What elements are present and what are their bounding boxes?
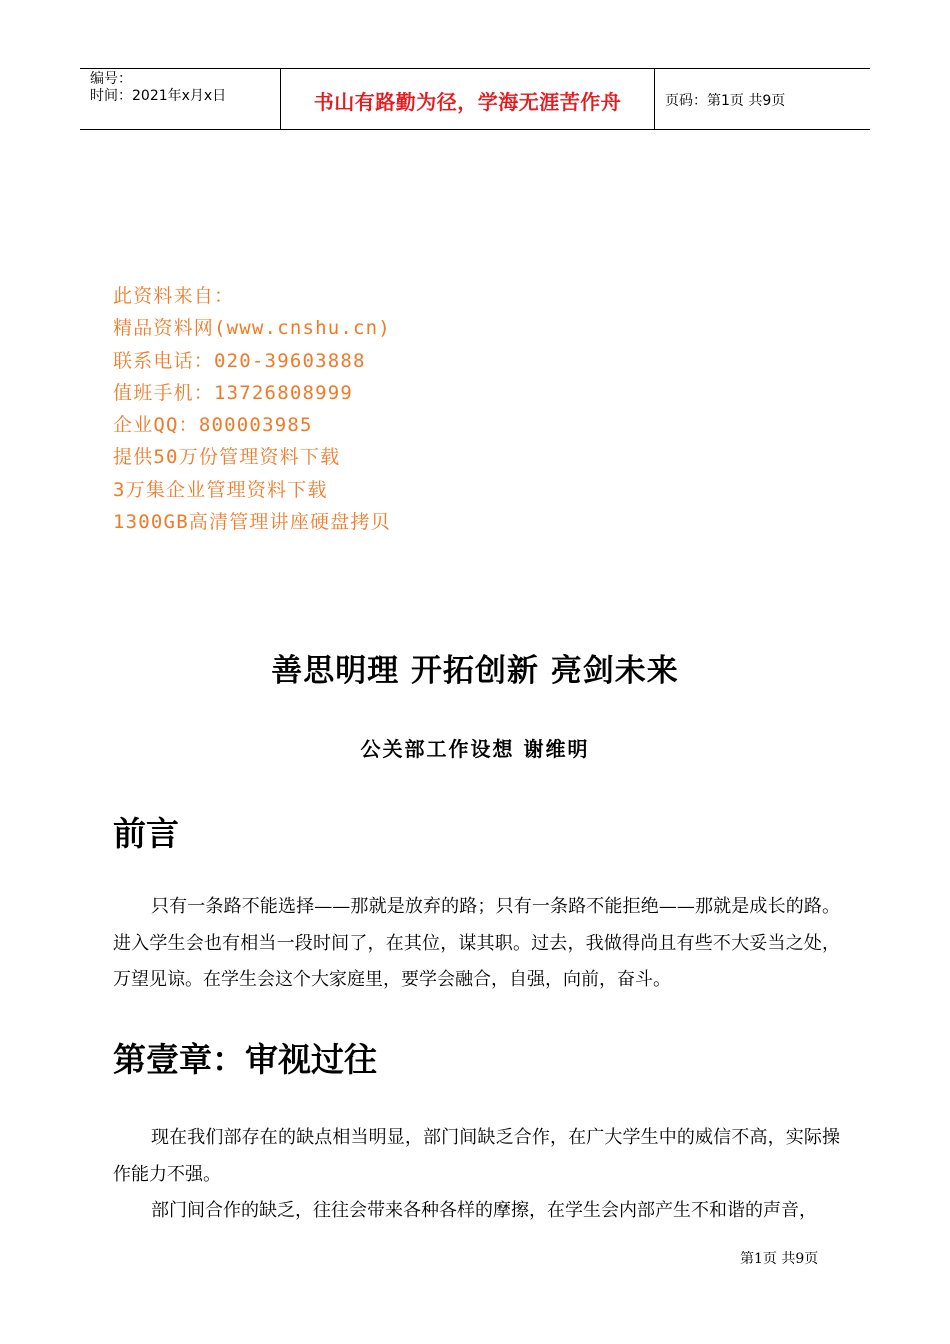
section-heading-preface: 前言 <box>113 814 179 853</box>
page-header <box>80 68 870 130</box>
source-line: 提供50万份管理资料下载 <box>113 446 341 469</box>
chapter-1-paragraph-2: 部门间合作的缺乏，往往会带来各种各样的摩擦，在学生会内部产生不和谐的声音， <box>151 1200 817 1221</box>
document-title: 善思明理 开拓创新 亮剑未来 <box>271 653 679 689</box>
source-info-block <box>113 280 391 538</box>
source-line: 1300GB高清管理讲座硬盘拷贝 <box>113 511 391 534</box>
header-motto: 书山有路勤为径，学海无涯苦作舟 <box>313 90 622 114</box>
section-heading-chapter-1: 第壹章：审视过往 <box>113 1040 377 1079</box>
header-page-info: 页码：第1页 共9页 <box>665 93 786 109</box>
chapter-1-paragraph-1: 现在我们部存在的缺点相当明显，部门间缺乏合作，在广大学生中的威信不高，实际操作能力不强。 <box>113 1127 840 1185</box>
header-motto-cell <box>281 69 655 129</box>
source-line: 3万集企业管理资料下载 <box>113 478 328 501</box>
document-number-label: 编号： <box>90 71 132 87</box>
preface-paragraph: 只有一条路不能选择——那就是放弃的路；只有一条路不能拒绝——那就是成长的路。进入学生会也有相当一段时间了，在其位，谋其职。过去，我做得尚且有些不大妥当之处，万望见谅。在学生会这个大家庭里，要学会融合，自强，向前，奋斗。 <box>113 896 840 990</box>
source-line: 联系电话：020-39603888 <box>113 349 366 372</box>
header-meta-cell <box>80 69 281 129</box>
header-page-cell <box>655 69 870 129</box>
source-line: 企业QQ：800003985 <box>113 414 313 437</box>
document-subtitle: 公关部工作设想 谢维明 <box>360 737 590 761</box>
document-time-label: 时间：2021年x月x日 <box>90 88 227 104</box>
source-line: 精品资料网(www.cnshu.cn) <box>113 317 391 340</box>
source-line: 值班手机：13726808999 <box>113 381 354 404</box>
source-line: 此资料来自： <box>113 285 235 307</box>
footer-page-info: 第1页 共9页 <box>740 1251 819 1267</box>
